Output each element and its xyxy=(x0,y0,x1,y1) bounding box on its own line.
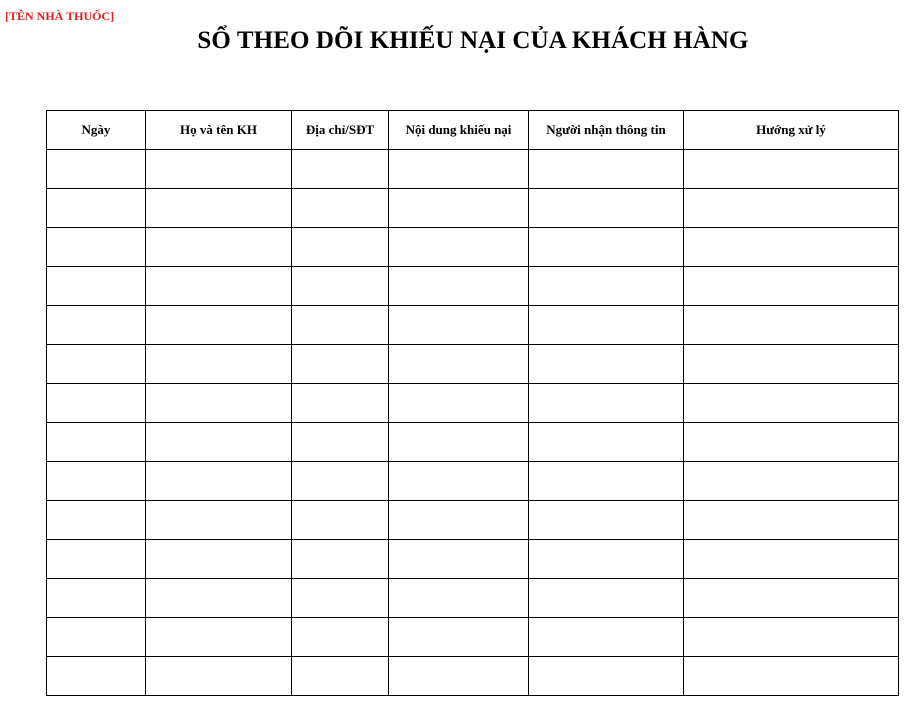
table-row xyxy=(47,423,899,462)
resolution-cell[interactable] xyxy=(684,462,899,501)
customer-name-cell[interactable] xyxy=(146,150,292,189)
complaint-content-cell[interactable] xyxy=(389,384,529,423)
complaint-content-cell[interactable] xyxy=(389,462,529,501)
resolution-cell[interactable] xyxy=(684,189,899,228)
address-phone-cell[interactable] xyxy=(292,150,389,189)
address-phone-cell[interactable] xyxy=(292,462,389,501)
address-phone-cell[interactable] xyxy=(292,189,389,228)
table-header-row xyxy=(47,111,899,150)
customer-name-cell[interactable] xyxy=(146,267,292,306)
table-row xyxy=(47,384,899,423)
address-phone-cell[interactable] xyxy=(292,579,389,618)
table-row xyxy=(47,618,899,657)
complaint-content-cell[interactable] xyxy=(389,306,529,345)
pharmacy-name-placeholder: [TÊN NHÀ THUỐC] xyxy=(5,9,115,23)
complaint-log-table xyxy=(46,110,899,696)
table-row xyxy=(47,189,899,228)
complaint-content-cell[interactable] xyxy=(389,618,529,657)
address-phone-cell[interactable] xyxy=(292,657,389,696)
complaint-content-cell[interactable] xyxy=(389,423,529,462)
complaint-content-cell[interactable] xyxy=(389,150,529,189)
date-cell[interactable] xyxy=(47,306,146,345)
table-row xyxy=(47,306,899,345)
date-cell[interactable] xyxy=(47,384,146,423)
address-phone-cell[interactable] xyxy=(292,228,389,267)
date-cell[interactable] xyxy=(47,462,146,501)
complaint-content-cell[interactable] xyxy=(389,501,529,540)
complaint-content-cell[interactable] xyxy=(389,345,529,384)
table-body xyxy=(47,150,899,696)
resolution-cell[interactable] xyxy=(684,345,899,384)
table-row xyxy=(47,345,899,384)
date-cell[interactable] xyxy=(47,657,146,696)
customer-name-cell[interactable] xyxy=(146,228,292,267)
complaint-content-cell[interactable] xyxy=(389,267,529,306)
resolution-cell[interactable] xyxy=(684,657,899,696)
complaint-content-cell[interactable] xyxy=(389,657,529,696)
resolution-cell[interactable] xyxy=(684,423,899,462)
customer-name-cell[interactable] xyxy=(146,501,292,540)
resolution-cell[interactable] xyxy=(684,267,899,306)
address-phone-cell[interactable] xyxy=(292,384,389,423)
resolution-cell[interactable] xyxy=(684,618,899,657)
receiver-cell[interactable] xyxy=(529,384,684,423)
receiver-cell[interactable] xyxy=(529,540,684,579)
receiver-cell[interactable] xyxy=(529,228,684,267)
receiver-cell[interactable] xyxy=(529,618,684,657)
complaint-content-cell[interactable] xyxy=(389,540,529,579)
address-phone-cell[interactable] xyxy=(292,423,389,462)
date-cell[interactable] xyxy=(47,189,146,228)
receiver-cell[interactable] xyxy=(529,579,684,618)
customer-name-cell[interactable] xyxy=(146,384,292,423)
date-cell[interactable] xyxy=(47,423,146,462)
date-cell[interactable] xyxy=(47,618,146,657)
resolution-cell[interactable] xyxy=(684,540,899,579)
table-row xyxy=(47,462,899,501)
address-phone-cell[interactable] xyxy=(292,267,389,306)
table-row xyxy=(47,657,899,696)
resolution-cell[interactable] xyxy=(684,306,899,345)
address-phone-cell[interactable] xyxy=(292,540,389,579)
resolution-cell[interactable] xyxy=(684,384,899,423)
receiver-cell[interactable] xyxy=(529,462,684,501)
column-header-receiver: Người nhận thông tin xyxy=(529,111,684,150)
date-cell[interactable] xyxy=(47,345,146,384)
resolution-cell[interactable] xyxy=(684,579,899,618)
date-cell[interactable] xyxy=(47,579,146,618)
complaint-content-cell[interactable] xyxy=(389,579,529,618)
column-header-address-phone: Địa chỉ/SĐT xyxy=(292,111,389,150)
table-row xyxy=(47,267,899,306)
receiver-cell[interactable] xyxy=(529,189,684,228)
customer-name-cell[interactable] xyxy=(146,462,292,501)
resolution-cell[interactable] xyxy=(684,228,899,267)
customer-name-cell[interactable] xyxy=(146,579,292,618)
receiver-cell[interactable] xyxy=(529,150,684,189)
column-header-date: Ngày xyxy=(47,111,146,150)
date-cell[interactable] xyxy=(47,150,146,189)
customer-name-cell[interactable] xyxy=(146,345,292,384)
resolution-cell[interactable] xyxy=(684,150,899,189)
customer-name-cell[interactable] xyxy=(146,306,292,345)
customer-name-cell[interactable] xyxy=(146,657,292,696)
complaint-content-cell[interactable] xyxy=(389,228,529,267)
address-phone-cell[interactable] xyxy=(292,345,389,384)
date-cell[interactable] xyxy=(47,267,146,306)
receiver-cell[interactable] xyxy=(529,267,684,306)
table-row xyxy=(47,579,899,618)
date-cell[interactable] xyxy=(47,501,146,540)
receiver-cell[interactable] xyxy=(529,501,684,540)
date-cell[interactable] xyxy=(47,540,146,579)
complaint-content-cell[interactable] xyxy=(389,189,529,228)
address-phone-cell[interactable] xyxy=(292,501,389,540)
table-row xyxy=(47,150,899,189)
column-header-complaint-content: Nội dung khiếu nại xyxy=(389,111,529,150)
customer-name-cell[interactable] xyxy=(146,618,292,657)
document-title: SỔ THEO DÕI KHIẾU NẠI CỦA KHÁCH HÀNG xyxy=(197,27,749,54)
table-row xyxy=(47,540,899,579)
customer-name-cell[interactable] xyxy=(146,540,292,579)
receiver-cell[interactable] xyxy=(529,423,684,462)
resolution-cell[interactable] xyxy=(684,501,899,540)
address-phone-cell[interactable] xyxy=(292,618,389,657)
receiver-cell[interactable] xyxy=(529,345,684,384)
column-header-resolution: Hướng xử lý xyxy=(684,111,899,150)
table-row xyxy=(47,228,899,267)
receiver-cell[interactable] xyxy=(529,306,684,345)
receiver-cell[interactable] xyxy=(529,657,684,696)
table-row xyxy=(47,501,899,540)
customer-name-cell[interactable] xyxy=(146,423,292,462)
column-header-customer-name: Họ và tên KH xyxy=(146,111,292,150)
customer-name-cell[interactable] xyxy=(146,189,292,228)
address-phone-cell[interactable] xyxy=(292,306,389,345)
date-cell[interactable] xyxy=(47,228,146,267)
